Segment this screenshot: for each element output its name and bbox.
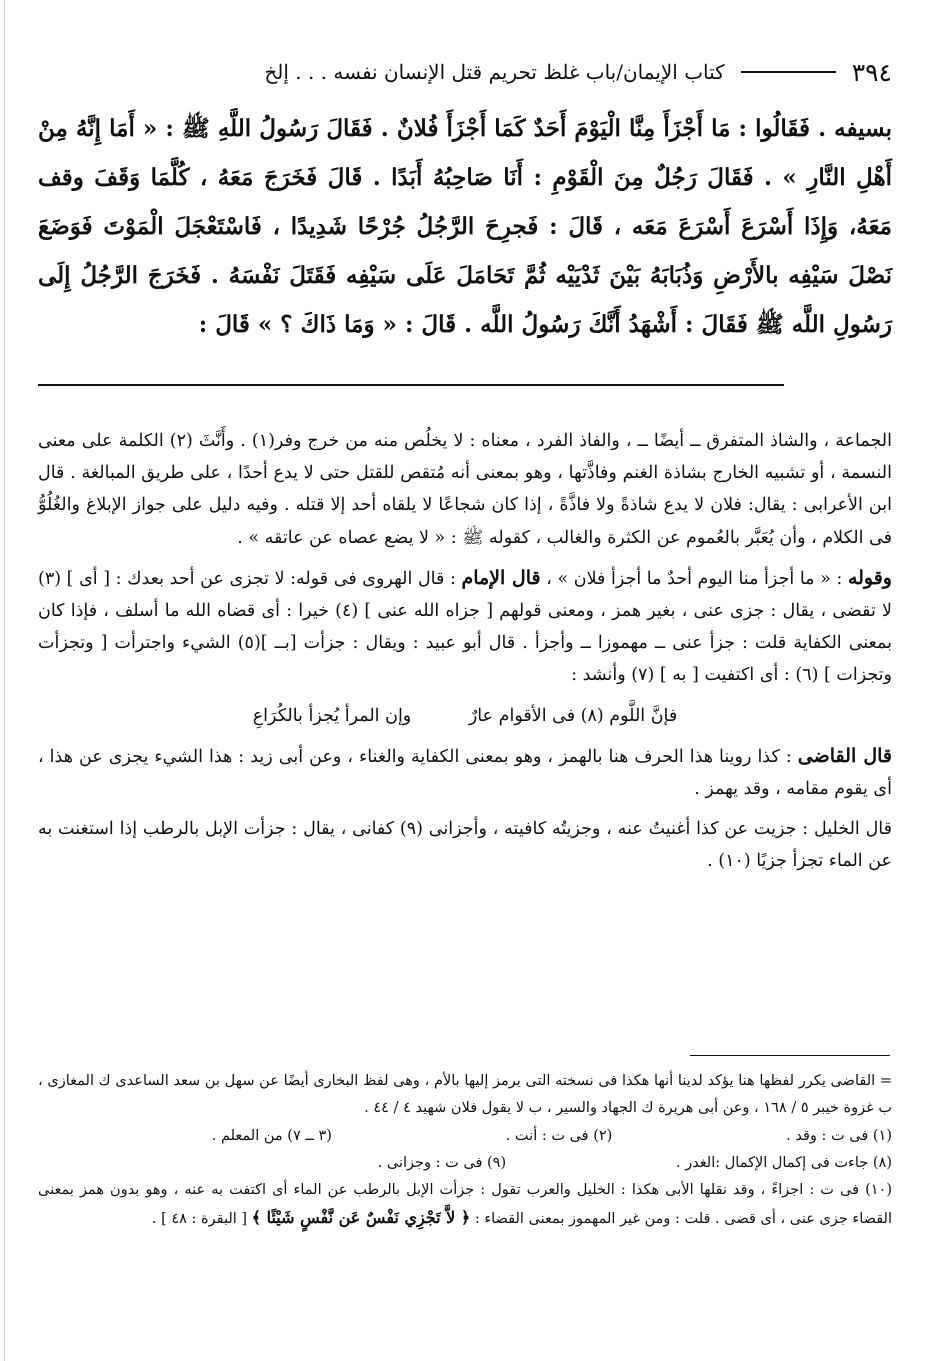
commentary-paragraph-4: قال الخليل : جزيت عن كذا أغنيتُ عنه ، وجزيتُه كافيته ، وأجزانى (٩) كفانى ، يقال : جزأت الإبل بالرطب إذا استغنت به عن الماء تجزأ جزيًا (١٠) . xyxy=(38,819,892,872)
header-rule xyxy=(741,71,836,73)
footnote-divider-rule xyxy=(690,1055,890,1056)
hadith-paragraph: بسيفه . فَقَالُوا : مَا أَجْزَأَ مِنَّا الْيَوْمَ أَحَدٌ كَمَا أَجْزَأَ فُلانٌ . فَقَالَ رَسُولُ اللَّهِ ﷺ : « أَمَا إِنَّهُ مِنْ أَهْلِ النَّارِ » . فَقَالَ رَجُلٌ مِنَ الْقَوْمِ : أَنَا صَاحِبُهُ أَبَدًا . قَالَ فَخَرَجَ مَعَهُ ، كُلَّمَا وَقَفَ وقف مَعَهُ، وَإِذَا أَسْرَعَ أَسْرَعَ مَعَه ، قَالَ : فَجرِحَ الرَّجُلُ جُرْحًا شَدِيدًا ، فَاسْتَعْجَلَ الْمَوْتَ فَوَضَعَ نَصْلَ سَيْفِه بالأَرْضِ وَذُبَابَهُ بَيْنَ ثَدْيَيْه ثُمَّ تَحَامَلَ عَلَى سَيْفِه فَقَتَلَ نَفْسَهُ . فَخَرَجَ الرَّجُلُ إِلَى رَسُولِ اللَّه ﷺ فَقَالَ : أَشْهَدُ أَنَّكَ رَسُولُ اللَّه . قَالَ : « وَمَا ذَاكَ ؟ » قَالَ : xyxy=(38,115,892,338)
footnote-3-7: (٣ ــ ٧) من المعلم . xyxy=(211,1127,332,1144)
main-divider-rule xyxy=(38,384,784,386)
footnote-10 xyxy=(38,1177,892,1234)
page-header xyxy=(38,52,892,92)
hadith-text-block xyxy=(38,104,892,349)
commentary-paragraph-1: الجماعة ، والشاذ المتفرق ــ أيضًا ــ ، والفاذ الفرد ، معناه : لا يخلُص منه من خرج وفر(١) . وأَنَّثَ (٢) الكلمة على معنى النسمة ، أو تشبيه الخارج بشاذة الغنم وفاذَّتها ، وهو بمعنى أنه مُتقص للقتل حتى لا يدع أحدًا ، على طريق المبالغة . قال ابن الأعرابى : يقال: فلان لا يدع شاذةً ولا فاذَّةً ، إذا كان شجاعًا لا يلقاه أحد إلا قتله . وفيه دليل على جواز الإبلاغ والغُلُوُّ فى الكلام ، وأن يُعَبَّر بالعُموم عن الكثرة والغالب ، كقوله ﷺ : « لا يضع عصاه عن عاتقه » . xyxy=(38,431,892,548)
lead-word-qadi: قال القاضى xyxy=(797,744,892,767)
commentary-block xyxy=(38,425,892,886)
footnote-row-1 xyxy=(38,1123,892,1150)
verse-second-hemistich: وإن المرأ يُجزأ بالكُرَاعِ xyxy=(252,705,412,726)
lead-word-imam: قال الإمام xyxy=(461,566,541,589)
footnotes-block xyxy=(38,1068,892,1234)
footnote-10-text: (١٠) فى ت : اجزاءً ، وقد نقلها الأبى هكذا : الخليل والعرب تقول : جزأت الإبل بالرطب عن الماء أى اكتفت به عنه ، وهو بدون همز بمعنى القضاء جزى عنى ، أى قضى . قلت : ومن غير المهموز بمعنى القضاء : xyxy=(38,1182,892,1228)
quran-reference: [ البقرة : ٤٨ ] . xyxy=(151,1211,252,1228)
running-title: كتاب الإيمان/باب غلظ تحريم قتل الإنسان نفسه . . . إلخ xyxy=(264,60,725,84)
footnote-row-2 xyxy=(38,1150,892,1177)
quran-citation: ﴿ لاَّ تَجْزِي نَفْسٌ عَن نَّفْسٍ شَيْئًا ﴾ xyxy=(251,1208,471,1228)
qadi-explanation: : كذا روينا هذا الحرف هنا بالهمز ، وهو بمعنى الكفاية والغناء ، وعن أبى زيد : هذا الشيء يجزى عن هذا ، أى يقوم مقامه ، وقد يهمز . xyxy=(38,746,892,800)
footnote-2: (٢) فى ت : أنت . xyxy=(505,1127,613,1144)
commentary-paragraph-2 xyxy=(38,562,892,692)
verse-first-hemistich: فإنَّ اللَّوم (٨) فى الأقوام عارٌ xyxy=(468,705,678,726)
footnote-8: (٨) جاءت فى إكمال الإكمال :الغدر . xyxy=(675,1154,892,1171)
footnote-continuation: = القاضى يكرر لفظها هنا يؤكد لدينا أنها هكذا فى نسخته التى يرمز إليها بالأم ، وهى لفظ البخارى أيضًا عن سهل بن سعد الساعدى ك المغازى ، ب غزوة خيبر ٥ / ١٦٨ ، وعن أبى هريرة ك الجهاد والسير ، ب لا يقول فلان شهيد ٤ / ٤٤ . xyxy=(38,1073,892,1117)
poetry-verse xyxy=(38,700,892,732)
commentary-paragraph-3 xyxy=(38,740,892,805)
binding-gutter-line xyxy=(4,0,5,1361)
lead-word-qawluhu: وقوله xyxy=(847,566,892,589)
page-number: ٣٩٤ xyxy=(851,57,892,87)
quoted-phrase: : « ما أجزأ منا اليوم أحدٌ ما أجزأ فلان » ، xyxy=(540,568,848,589)
footnote-1: (١) فى ت : وقد . xyxy=(786,1127,892,1144)
imam-explanation: : قال الهروى فى قوله: لا تجزى عن أحد بعدك : [ أى ] (٣) لا تقضى ، يقال : جزى عنى ، بغير همز ، ومعنى قولهم [ جزاه الله عنى ] (٤) خيرا : أى قضاه الله ما أسلف ، فإذا كان بمعنى الكفاية قلت : جزأ عنى ــ مهموزا ــ وأجزأ . قال أبو عبيد : ويقال : جزأت [بــ ](٥) الشيء واجترأت [ وتجزأت وتجزات ] (٦) : أى اكتفيت [ به ] (٧) وأنشد : xyxy=(38,568,892,686)
footnote-9: (٩) فى ت : وجزانى . xyxy=(377,1154,507,1171)
